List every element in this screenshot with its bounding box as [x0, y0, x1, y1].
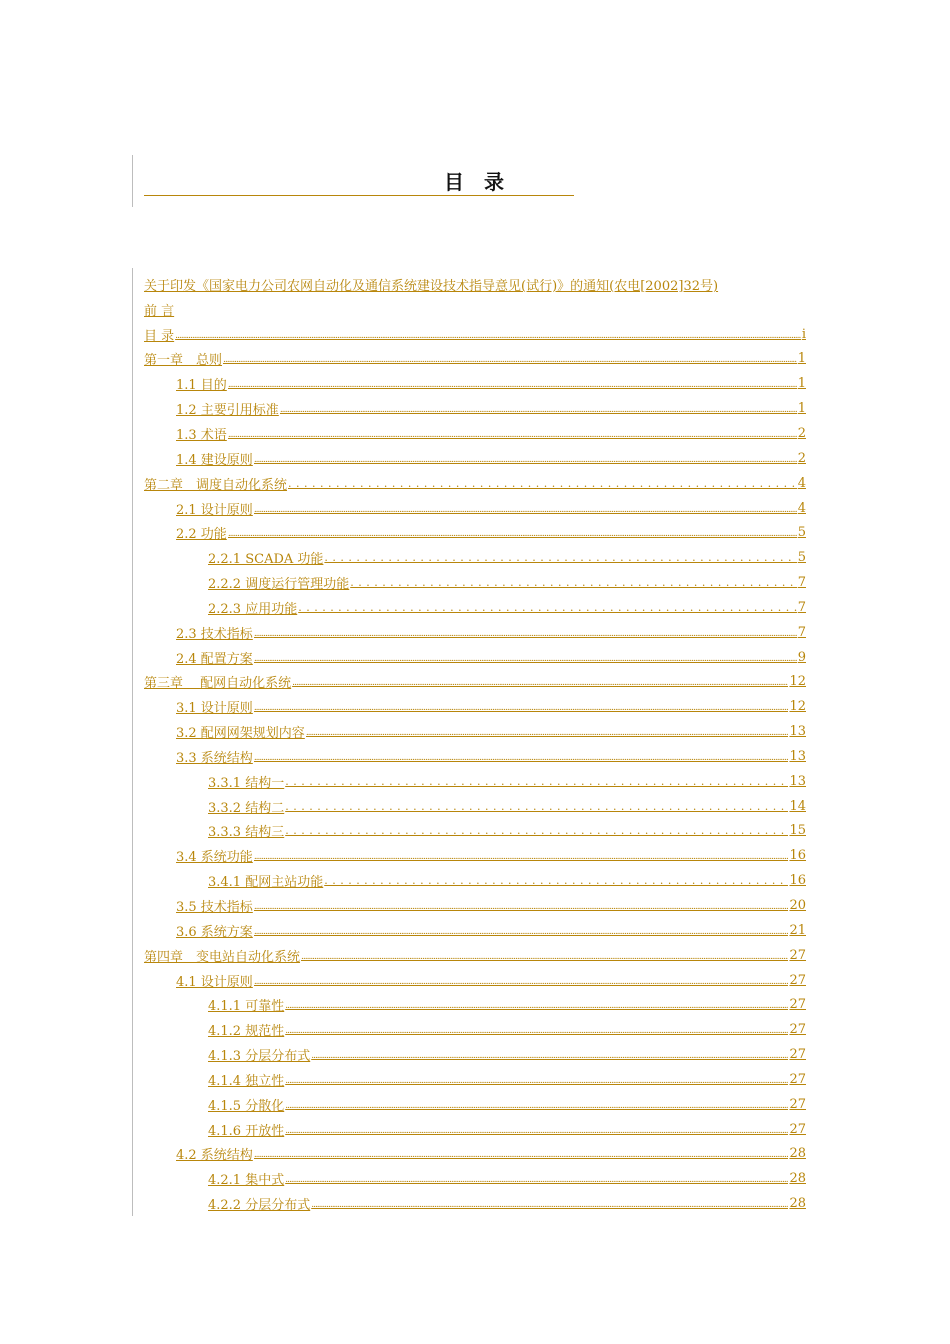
toc-page-number[interactable]: 1	[797, 376, 806, 392]
toc-entry[interactable]	[144, 744, 806, 769]
toc-dot-leader	[285, 1072, 788, 1087]
page-title: 目 录	[444, 170, 504, 194]
toc-dot-leader	[228, 525, 797, 540]
toc-entry[interactable]	[144, 396, 806, 421]
toc-page-number[interactable]: 14	[789, 798, 806, 814]
toc-entry[interactable]	[144, 918, 806, 943]
toc-entry[interactable]	[144, 371, 806, 396]
toc-entry-title[interactable]: 4.1.6 开放性	[208, 1123, 285, 1139]
toc-entry[interactable]	[144, 1017, 806, 1042]
toc-dot-leader	[223, 351, 797, 366]
margin-rule-top	[132, 155, 133, 207]
toc-page-number[interactable]: 2	[797, 450, 806, 466]
toc-entry-title[interactable]: 4.1 设计原则	[176, 974, 253, 990]
toc-entry[interactable]	[144, 1166, 806, 1191]
toc-entry[interactable]	[144, 545, 806, 570]
toc-entry-title[interactable]: 4.2.2 分层分布式	[208, 1198, 311, 1214]
toc-entry-title[interactable]: 第四章 变电站自动化系统	[144, 949, 301, 965]
toc-page-number[interactable]: 12	[789, 699, 806, 715]
toc-entry[interactable]	[144, 496, 806, 521]
toc-dot-leader	[285, 1097, 788, 1112]
toc-dot-leader	[175, 327, 801, 342]
toc-page-number[interactable]: 27	[789, 1071, 806, 1087]
toc-dot-leader	[228, 376, 797, 391]
toc-entry-title[interactable]: 4.2 系统结构	[176, 1148, 253, 1164]
toc-page-number[interactable]: 13	[789, 724, 806, 740]
toc-dot-leader	[254, 699, 789, 714]
toc-page-number[interactable]: 13	[789, 773, 806, 789]
toc-page-number[interactable]: 27	[789, 1022, 806, 1038]
toc-dot-leader	[288, 476, 797, 491]
toc-page-number[interactable]: 12	[789, 674, 806, 690]
toc-entry[interactable]	[144, 868, 806, 893]
toc-entry[interactable]	[144, 794, 806, 819]
toc-entry[interactable]	[144, 769, 806, 794]
toc-dot-leader	[324, 550, 796, 565]
toc-entry-title[interactable]: 2.2.3 应用功能	[208, 601, 298, 617]
toc-page-number[interactable]: 5	[797, 525, 806, 541]
toc-entry[interactable]	[144, 595, 806, 620]
toc-entry-title[interactable]: 4.1.3 分层分布式	[208, 1049, 311, 1065]
toc-entry[interactable]	[144, 570, 806, 595]
toc-entry-title[interactable]: 第二章 调度自动化系统	[144, 477, 288, 493]
toc-page-number[interactable]: 28	[789, 1171, 806, 1187]
toc-dot-leader	[228, 426, 797, 441]
toc-entry-title[interactable]: 3.2 配网网架规划内容	[176, 726, 305, 742]
toc-dot-leader	[311, 1047, 788, 1062]
toc-dot-leader	[298, 600, 797, 615]
toc-page-number[interactable]: 21	[789, 922, 806, 938]
toc-dot-leader	[285, 1171, 788, 1186]
toc-entry[interactable]	[144, 1042, 806, 1067]
toc-entry-title[interactable]: 3.6 系统方案	[176, 924, 253, 940]
toc-entry[interactable]	[144, 719, 806, 744]
toc-entry[interactable]	[144, 645, 806, 670]
title-leader-right	[506, 173, 574, 196]
toc-page-number[interactable]: 9	[797, 649, 806, 665]
toc-dot-leader	[350, 575, 797, 590]
title-leader-left	[144, 173, 442, 196]
toc-dot-leader	[285, 799, 788, 814]
toc-dot-leader	[292, 674, 788, 689]
toc-entry-title[interactable]: 2.1 设计原则	[176, 502, 253, 518]
toc-dot-leader	[254, 625, 797, 640]
toc-dot-leader	[254, 923, 789, 938]
toc-page-number[interactable]: 27	[789, 1047, 806, 1063]
toc-entry-title[interactable]: 3.3 系统结构	[176, 750, 253, 766]
toc-dot-leader	[306, 724, 789, 739]
toc-entry[interactable]	[144, 620, 806, 645]
toc-entry-title[interactable]: 4.1.1 可靠性	[208, 999, 285, 1015]
toc-entry-title[interactable]: 3.5 技术指标	[176, 900, 253, 916]
toc-entry-title[interactable]: 1.4 建设原则	[176, 452, 253, 468]
toc-entry[interactable]	[144, 1117, 806, 1142]
table-of-contents	[144, 272, 806, 1216]
toc-dot-leader	[280, 401, 797, 416]
toc-entry-title[interactable]: 1.1 目的	[176, 378, 227, 394]
toc-dot-leader	[285, 774, 788, 789]
toc-entry[interactable]	[144, 968, 806, 993]
toc-entry-title[interactable]: 3.3.1 结构一	[208, 775, 285, 791]
toc-page-number[interactable]: 16	[789, 848, 806, 864]
toc-entry-title[interactable]: 3.4 系统功能	[176, 850, 253, 866]
toc-entry[interactable]	[144, 421, 806, 446]
toc-entry[interactable]	[144, 1191, 806, 1216]
toc-entry[interactable]	[144, 471, 806, 496]
toc-entry-title[interactable]: 1.3 术语	[176, 427, 227, 443]
margin-rule-main	[132, 268, 133, 1216]
toc-entry-title[interactable]: 3.1 设计原则	[176, 701, 253, 717]
toc-page-number[interactable]: 4	[797, 500, 806, 516]
toc-page-number[interactable]: 1	[797, 351, 806, 367]
toc-entry-title[interactable]: 4.1.2 规范性	[208, 1024, 285, 1040]
toc-entry[interactable]	[144, 1142, 806, 1167]
toc-entry-title[interactable]: 4.1.4 独立性	[208, 1073, 285, 1089]
toc-page-number[interactable]: 7	[797, 624, 806, 640]
toc-entry[interactable]	[144, 272, 806, 297]
toc-page-number[interactable]: i	[801, 326, 806, 342]
toc-entry-title[interactable]: 第三章 配网自动化系统	[144, 676, 292, 692]
toc-title-row	[144, 170, 574, 196]
toc-dot-leader	[254, 898, 789, 913]
toc-dot-leader	[254, 749, 789, 764]
toc-entry[interactable]	[144, 819, 806, 844]
toc-page-number[interactable]: 7	[797, 599, 806, 615]
toc-entry-title[interactable]: 关于印发《国家电力公司农网自动化及通信系统建设技术指导意见(试行)》的通知(农电[2002]32号)	[144, 278, 719, 294]
toc-entry[interactable]	[144, 893, 806, 918]
toc-entry[interactable]	[144, 520, 806, 545]
toc-page-number[interactable]: 5	[797, 550, 806, 566]
toc-dot-leader	[285, 1022, 788, 1037]
toc-entry[interactable]	[144, 943, 806, 968]
toc-dot-leader	[254, 973, 789, 988]
toc-entry-title[interactable]: 第一章 总则	[144, 353, 223, 369]
toc-entry-title[interactable]: 目 录	[144, 328, 175, 344]
toc-entry[interactable]	[144, 992, 806, 1017]
toc-dot-leader	[285, 997, 788, 1012]
toc-entry[interactable]	[144, 670, 806, 695]
toc-dot-leader	[254, 501, 797, 516]
toc-page-number[interactable]: 4	[797, 475, 806, 491]
toc-page-number[interactable]: 2	[797, 425, 806, 441]
toc-dot-leader	[254, 848, 789, 863]
toc-entry[interactable]	[144, 322, 806, 347]
toc-page-number[interactable]: 1	[797, 401, 806, 417]
toc-entry-title[interactable]: 2.2 功能	[176, 527, 227, 543]
toc-page-number[interactable]: 28	[789, 1146, 806, 1162]
toc-dot-leader	[311, 1196, 788, 1211]
toc-entry[interactable]	[144, 347, 806, 372]
toc-entry[interactable]	[144, 446, 806, 471]
toc-entry-title[interactable]: 2.2.1 SCADA 功能	[208, 552, 324, 568]
toc-page-number[interactable]: 27	[789, 1096, 806, 1112]
toc-entry-title[interactable]: 2.4 配置方案	[176, 651, 253, 667]
toc-entry[interactable]	[144, 1092, 806, 1117]
toc-page-number[interactable]: 27	[789, 1121, 806, 1137]
toc-entry[interactable]	[144, 843, 806, 868]
toc-page-number[interactable]: 28	[789, 1196, 806, 1212]
toc-page-number[interactable]: 27	[789, 997, 806, 1013]
toc-entry[interactable]	[144, 297, 806, 322]
toc-dot-leader	[254, 1146, 789, 1161]
toc-page-number[interactable]: 7	[797, 575, 806, 591]
toc-dot-leader	[254, 650, 797, 665]
toc-entry[interactable]	[144, 694, 806, 719]
toc-page-number[interactable]: 27	[789, 947, 806, 963]
toc-entry-title[interactable]: 3.4.1 配网主站功能	[208, 875, 324, 891]
toc-page-number[interactable]: 16	[789, 873, 806, 889]
toc-entry[interactable]	[144, 1067, 806, 1092]
toc-entry-title[interactable]: 2.3 技术指标	[176, 626, 253, 642]
toc-dot-leader	[301, 948, 788, 963]
toc-entry-title[interactable]: 前 言	[144, 303, 175, 319]
toc-dot-leader	[285, 823, 788, 838]
toc-entry-title[interactable]: 3.3.2 结构二	[208, 800, 285, 816]
toc-page-number[interactable]: 27	[789, 972, 806, 988]
toc-entry-title[interactable]: 2.2.2 调度运行管理功能	[208, 577, 350, 593]
toc-entry-title[interactable]: 3.3.3 结构三	[208, 825, 285, 841]
toc-dot-leader	[285, 1122, 788, 1137]
toc-dot-leader	[254, 451, 797, 466]
toc-page-number[interactable]: 13	[789, 748, 806, 764]
toc-entry-title[interactable]: 4.2.1 集中式	[208, 1173, 285, 1189]
toc-page-number[interactable]: 20	[789, 898, 806, 914]
toc-entry-title[interactable]: 4.1.5 分散化	[208, 1098, 285, 1114]
toc-page-number[interactable]: 15	[789, 823, 806, 839]
toc-dot-leader	[324, 873, 788, 888]
toc-entry-title[interactable]: 1.2 主要引用标准	[176, 403, 279, 419]
